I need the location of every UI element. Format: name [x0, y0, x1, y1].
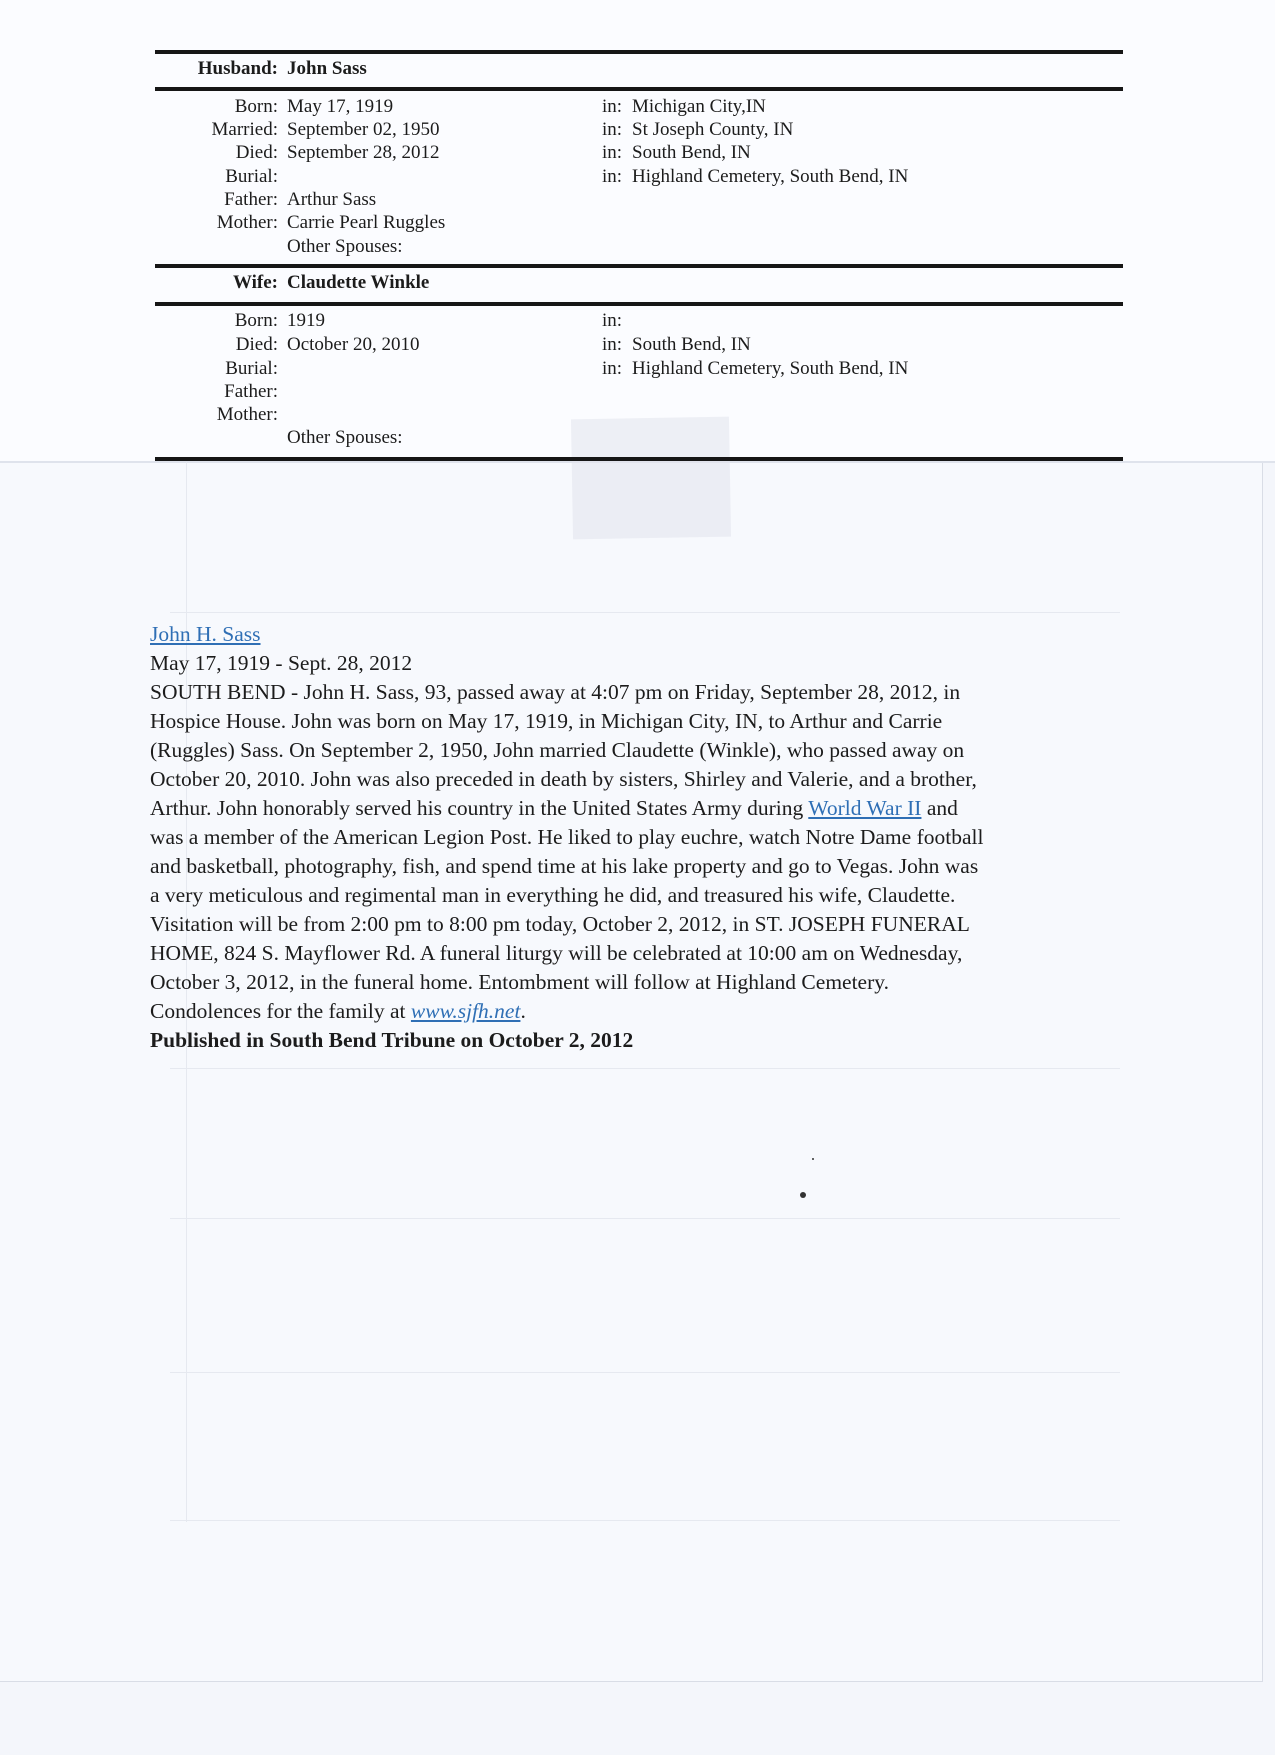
obituary-line: Hospice House. John was born on May 17, 1919, in Michigan City, IN, to Arthur and Carrie [150, 709, 943, 733]
obituary-line: SOUTH BEND - John H. Sass, 93, passed away at 4:07 pm on Friday, September 28, 2012, in [150, 680, 961, 704]
husband-married-in-label: in: [601, 119, 622, 140]
obituary-line: was a member of the American Legion Post. He liked to play euchre, watch Notre Dame football [150, 825, 984, 849]
obituary-line: October 3, 2012, in the funeral home. Entombment will follow at Highland Cemetery. [150, 970, 889, 994]
wife-burial-place: Highland Cemetery, South Bend, IN [632, 358, 909, 379]
husband-born-place: Michigan City,IN [632, 96, 766, 117]
husband-mother-name: Carrie Pearl Ruggles [287, 212, 446, 233]
husband-bottom-rule [155, 87, 1123, 91]
husband-born-label: Born: [234, 96, 278, 117]
husband-died-in-label: in: [601, 142, 622, 163]
condolences-text: Condolences for the family at [150, 999, 406, 1023]
husband-header-label: Husband: [197, 58, 278, 79]
wife-died-place: South Bend, IN [632, 334, 751, 355]
husband-father-name: Arthur Sass [287, 189, 377, 210]
published-line: Published in South Bend Tribune on October 2, 2012 [150, 1028, 634, 1052]
condolences-period: . [520, 999, 526, 1023]
obituary-line: a very meticulous and regimental man in everything he did, and treasured his wife, Claudette. [150, 883, 956, 907]
wife-born-label: Born: [234, 310, 278, 331]
obituary-line5-text: Arthur. John honorably served his country in the United States Army during [150, 796, 804, 820]
husband-died-date: September 28, 2012 [287, 142, 440, 163]
wife-born-in-label: in: [601, 310, 622, 331]
husband-burial-place: Highland Cemetery, South Bend, IN [632, 166, 909, 187]
scan-speck [800, 1192, 806, 1198]
obituary-line: (Ruggles) Sass. On September 2, 1950, John married Claudette (Winkle), who passed away on [150, 738, 965, 762]
husband-burial-label: Burial: [225, 166, 278, 187]
husband-married-date: September 02, 1950 [287, 119, 440, 140]
wife-other-spouses: Other Spouses: [287, 427, 403, 448]
wife-top-rule [155, 264, 1123, 268]
obituary [150, 620, 1130, 1055]
wife-mother-label: Mother: [216, 404, 278, 425]
condolences-line [150, 997, 1130, 1026]
obituary-name-link[interactable]: John H. Sass [150, 622, 261, 646]
wife-burial-label: Burial: [225, 358, 278, 379]
husband-name: John Sass [287, 58, 367, 79]
obituary-line: HOME, 824 S. Mayflower Rd. A funeral liturgy will be celebrated at 10:00 am on Wednesday, [150, 941, 963, 965]
husband-died-place: South Bend, IN [632, 142, 751, 163]
wife-died-in-label: in: [601, 334, 622, 355]
scan-speck [812, 1158, 814, 1160]
husband-born-date: May 17, 1919 [287, 96, 394, 117]
husband-married-label: Married: [211, 119, 278, 140]
husband-born-in-label: in: [601, 96, 622, 117]
husband-married-place: St Joseph County, IN [632, 119, 794, 140]
world-war-ii-link[interactable]: World War II [808, 796, 922, 820]
wife-name: Claudette Winkle [287, 272, 430, 293]
husband-burial-in-label: in: [601, 166, 622, 187]
husband-mother-label: Mother: [216, 212, 278, 233]
sjfh-website-link[interactable]: www.sjfh.net [410, 999, 521, 1023]
obituary-line: October 20, 2010. John was also preceded in death by sisters, Shirley and Valerie, and a brother, [150, 767, 977, 791]
wife-died-label: Died: [235, 334, 278, 355]
husband-top-rule [155, 50, 1123, 54]
wife-bottom-rule [155, 302, 1123, 306]
wife-born-date: 1919 [287, 310, 325, 331]
obituary-line: Visitation will be from 2:00 pm to 8:00 pm today, October 2, 2012, in ST. JOSEPH FUNERAL [150, 912, 970, 936]
husband-other-spouses: Other Spouses: [287, 236, 403, 257]
obituary-line5-end: and [926, 796, 958, 820]
wife-burial-in-label: in: [601, 358, 622, 379]
obituary-line: and basketball, photography, fish, and spend time at his lake property and go to Vegas. John was [150, 854, 979, 878]
wife-father-label: Father: [224, 381, 278, 402]
husband-father-label: Father: [224, 189, 278, 210]
wife-header-label: Wife: [232, 272, 278, 293]
wife-died-date: October 20, 2010 [287, 334, 420, 355]
obituary-dates: May 17, 1919 - Sept. 28, 2012 [150, 651, 413, 675]
section-end-rule [155, 457, 1123, 461]
husband-died-label: Died: [235, 142, 278, 163]
tape-strip [571, 417, 731, 540]
obituary-line [150, 794, 1130, 823]
